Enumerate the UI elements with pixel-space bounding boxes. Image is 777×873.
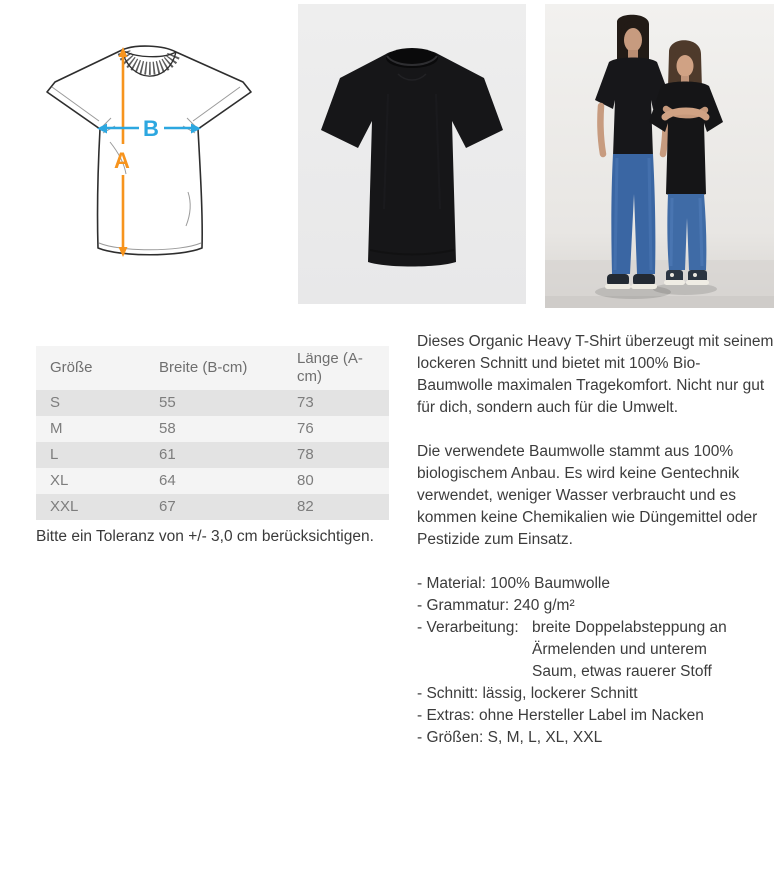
width-cell: 61 bbox=[159, 446, 176, 463]
width-cell: 58 bbox=[159, 420, 176, 437]
width-cell: 64 bbox=[159, 472, 176, 489]
length-cell: 76 bbox=[297, 420, 314, 437]
spec-value-line: Saum, etwas rauerer Stoff bbox=[532, 663, 712, 680]
spec-item-groessen: - Größen: S, M, L, XL, XXL bbox=[417, 729, 603, 746]
size-cell: L bbox=[50, 446, 59, 463]
length-cell: 73 bbox=[297, 394, 314, 411]
spec-item-material: - Material: 100% Baumwolle bbox=[417, 575, 610, 592]
spec-item-schnitt: - Schnitt: lässig, lockerer Schnitt bbox=[417, 685, 638, 702]
description-paragraph-2: Die verwendete Baumwolle stammt aus 100% biologischem Anbau. Es wird keine Gentechnik verwendet, weniger Wasser verbraucht und es kommen keine Chemikalien wie Düngemittel oder Pestizide zum Einsatz. bbox=[417, 443, 758, 548]
product-specs-list bbox=[417, 573, 774, 749]
length-cell: 78 bbox=[297, 446, 314, 463]
size-diagram-image bbox=[40, 44, 252, 268]
spec-label: - Verarbeitung: bbox=[417, 619, 519, 636]
length-cell: 82 bbox=[297, 498, 314, 515]
size-column-header: Größe bbox=[50, 359, 93, 376]
spec-item-extras: - Extras: ohne Hersteller Label im Nacken bbox=[417, 707, 704, 724]
spec-value-line: breite Doppelabsteppung an bbox=[532, 619, 727, 636]
table-row bbox=[36, 494, 389, 520]
table-row bbox=[36, 416, 389, 442]
width-column-header: Breite (B-cm) bbox=[159, 359, 248, 376]
size-table-header-row bbox=[36, 346, 389, 390]
spec-item-verarbeitung bbox=[417, 617, 774, 683]
size-cell: S bbox=[50, 394, 61, 411]
table-row bbox=[36, 442, 389, 468]
product-description bbox=[417, 331, 774, 749]
spec-value bbox=[532, 617, 727, 683]
models-photo bbox=[545, 4, 774, 308]
table-row bbox=[36, 390, 389, 416]
black-tshirt-image bbox=[298, 4, 526, 304]
models-wearing-tshirt-image bbox=[545, 4, 774, 308]
spec-item-grammatur: - Grammatur: 240 g/m² bbox=[417, 597, 575, 614]
table-row bbox=[36, 468, 389, 494]
tshirt-outline bbox=[47, 46, 251, 255]
width-label: B bbox=[143, 116, 159, 141]
product-photo bbox=[298, 4, 526, 304]
length-label: A bbox=[114, 148, 130, 173]
tolerance-note: Bitte ein Toleranz von +/- 3,0 cm berücksichtigen. bbox=[36, 528, 374, 545]
length-column-header: Länge (A-cm) bbox=[297, 350, 363, 385]
width-cell: 55 bbox=[159, 394, 176, 411]
size-cell: XL bbox=[50, 472, 69, 489]
size-cell: M bbox=[50, 420, 63, 437]
description-paragraph-1: Dieses Organic Heavy T-Shirt überzeugt mit seinem lockeren Schnitt und bietet mit 100% Bio-Baumwolle maximalen Tragekomfort. Nicht nur gut für dich, sondern auch für die Umwelt. bbox=[417, 333, 774, 416]
spec-value-line: Ärmelenden und unterem bbox=[532, 641, 707, 658]
tshirt-measure-diagram bbox=[40, 44, 252, 268]
size-cell: XXL bbox=[50, 498, 79, 515]
width-cell: 67 bbox=[159, 498, 176, 515]
size-table bbox=[36, 346, 389, 520]
length-cell: 80 bbox=[297, 472, 314, 489]
